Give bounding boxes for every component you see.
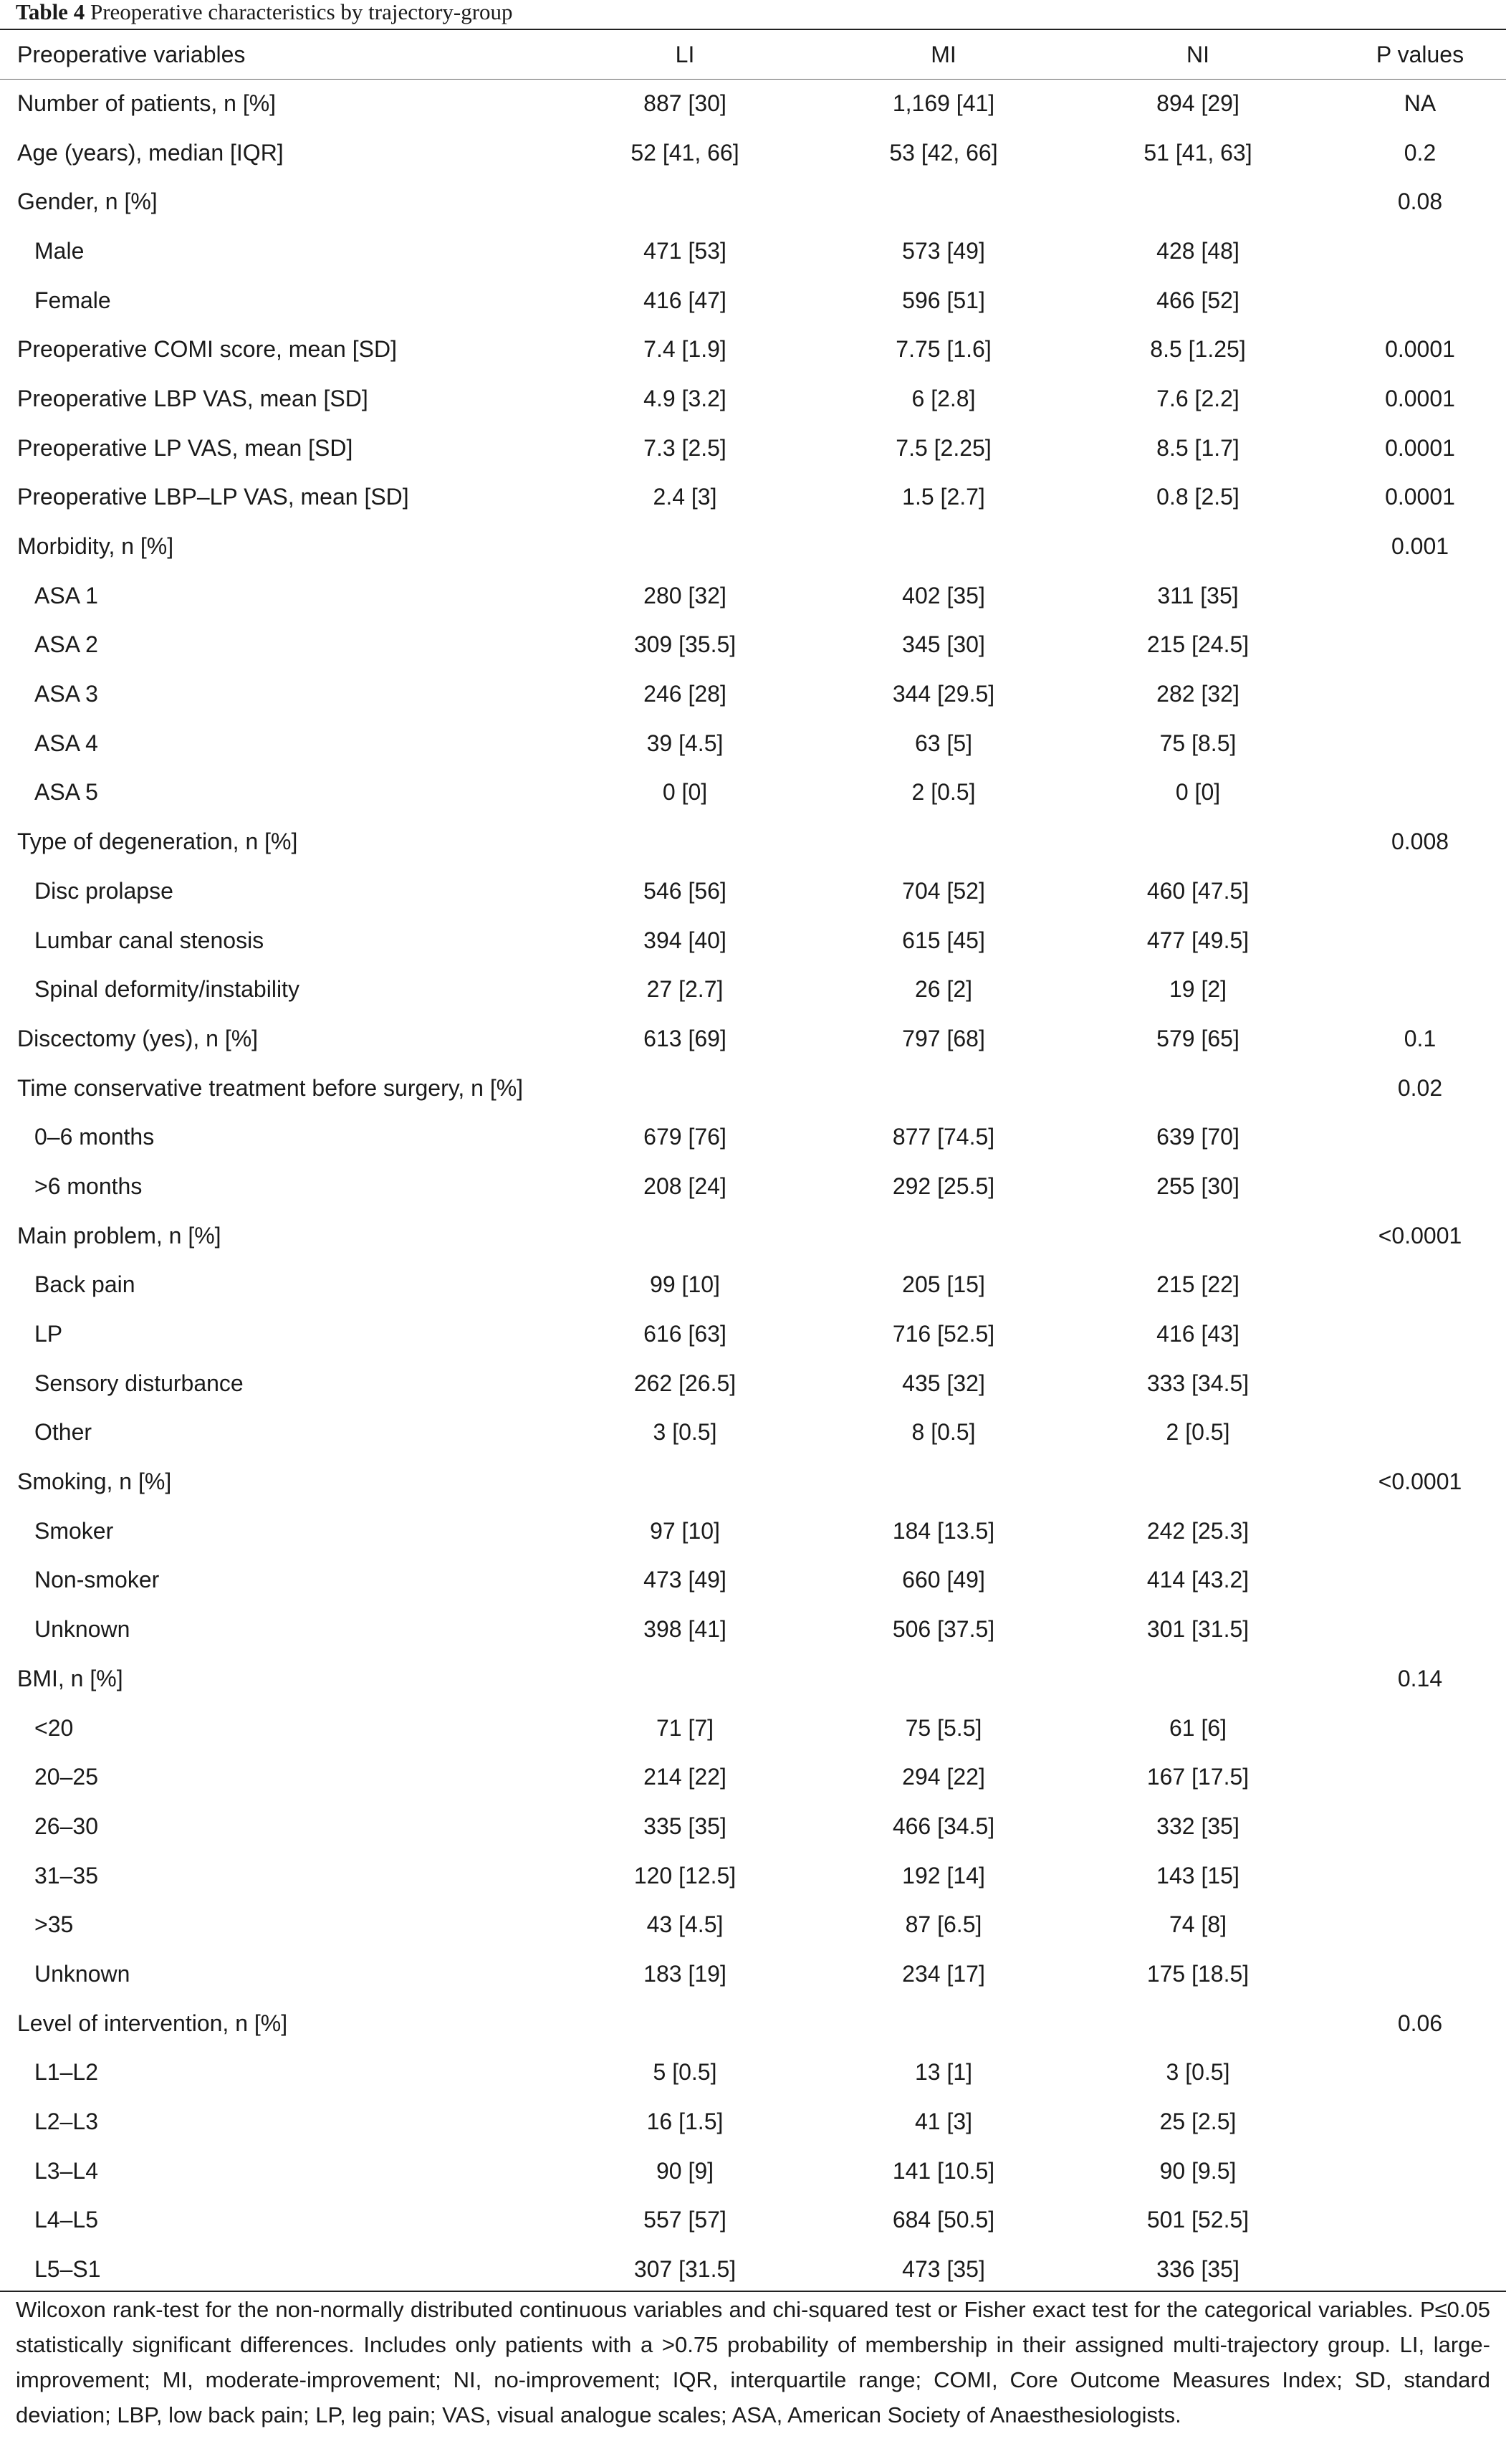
p-value-cell: [1334, 1408, 1506, 1458]
table-footnote: Wilcoxon rank-test for the non-normally distributed continuous variables and chi-squared test or Fisher exact test for the categorical variables. P≤0.05 statistically significant differences. Includes only patients with a >0.75 probability of membership in their assigned multi-trajectory group. LI, large-improvement; MI, moderate-improvement; NI, no-improvement; IQR, interquartile range; COMI, Core Outcome Measures Index; SD, standard deviation; LBP, low back pain; LP, leg pain; VAS, visual analogue scales; ASA, American Society of Anaesthesiologists.: [16, 2297, 1490, 2427]
ni-cell: 0.8 [2.5]: [1156, 484, 1239, 510]
ni-cell: 894 [29]: [1156, 90, 1239, 116]
li-cell: 4.9 [3.2]: [643, 385, 726, 411]
p-value-cell: 0.001: [1391, 533, 1449, 560]
p-value-cell: <0.0001: [1378, 1222, 1462, 1248]
mi-cell: 26 [2]: [914, 976, 973, 1003]
table-row: [0, 79, 1506, 128]
li-cell: 43 [4.5]: [646, 1911, 724, 1938]
variable-cell: Preoperative LBP–LP VAS, mean [SD]: [17, 484, 409, 510]
li-cell: 394 [40]: [643, 927, 726, 953]
variable-cell: LP: [34, 1321, 63, 1347]
table-subrow: [0, 276, 1506, 325]
ni-cell: 74 [8]: [1169, 1911, 1227, 1938]
mi-cell: 184 [13.5]: [892, 1517, 995, 1544]
mi-cell: 344 [29.5]: [892, 681, 995, 707]
variable-cell: Time conservative treatment before surgery, n [%]: [17, 1074, 524, 1101]
ni-cell: 460 [47.5]: [1146, 877, 1250, 904]
table-row: [0, 1654, 1506, 1704]
mi-cell: 2 [0.5]: [911, 779, 976, 806]
header-li: LI: [675, 41, 695, 67]
variable-cell: L1–L2: [34, 2059, 98, 2086]
variable-cell: Disc prolapse: [34, 877, 173, 904]
variable-cell: Male: [34, 237, 85, 264]
li-cell: [545, 1211, 825, 1261]
ni-cell: 255 [30]: [1156, 1173, 1239, 1199]
p-value-cell: [1334, 669, 1506, 719]
li-cell: [545, 1999, 825, 2048]
table-row: [0, 522, 1506, 571]
table-subrow: [0, 2048, 1506, 2098]
header-mi: MI: [931, 41, 956, 67]
li-cell: 398 [41]: [643, 1616, 726, 1643]
ni-cell: 428 [48]: [1156, 237, 1239, 264]
table-subrow: [0, 1851, 1506, 1901]
table-row: [0, 128, 1506, 178]
ni-cell: 2 [0.5]: [1166, 1419, 1230, 1446]
p-value-cell: [1334, 1851, 1506, 1901]
mi-cell: 877 [74.5]: [892, 1124, 995, 1150]
p-value-cell: 0.008: [1391, 829, 1449, 855]
li-cell: 335 [35]: [643, 1813, 726, 1839]
ni-cell: 7.6 [2.2]: [1156, 385, 1239, 411]
ni-cell: [1062, 1211, 1334, 1261]
li-cell: 471 [53]: [643, 237, 726, 264]
table-row: [0, 424, 1506, 473]
li-cell: 120 [12.5]: [633, 1862, 737, 1888]
p-value-cell: 0.0001: [1385, 484, 1455, 510]
p-value-cell: [1334, 2147, 1506, 2196]
p-value-cell: <0.0001: [1378, 1469, 1462, 1495]
p-value-cell: [1334, 1704, 1506, 1753]
variable-cell: Preoperative LBP VAS, mean [SD]: [17, 385, 368, 411]
table-header-row: [0, 30, 1506, 79]
ni-cell: 19 [2]: [1169, 976, 1227, 1003]
mi-cell: 506 [37.5]: [892, 1616, 995, 1643]
mi-cell: 345 [30]: [902, 631, 985, 658]
table-subrow: [0, 1802, 1506, 1851]
variable-cell: Main problem, n [%]: [17, 1222, 221, 1248]
table-subrow: [0, 2147, 1506, 2196]
p-value-cell: [1334, 1802, 1506, 1851]
table-row: [0, 817, 1506, 866]
mi-cell: 573 [49]: [902, 237, 985, 264]
table-row: [0, 325, 1506, 374]
variable-cell: Number of patients, n [%]: [17, 90, 277, 116]
table-subrow: [0, 1408, 1506, 1458]
ni-cell: [1062, 1064, 1334, 1113]
table-subrow: [0, 866, 1506, 916]
mi-cell: 294 [22]: [902, 1764, 985, 1790]
p-value-cell: NA: [1404, 90, 1437, 116]
table-row: [0, 1014, 1506, 1064]
li-cell: 208 [24]: [643, 1173, 726, 1199]
ni-cell: 25 [2.5]: [1159, 2109, 1237, 2135]
variable-cell: Age (years), median [IQR]: [17, 139, 284, 166]
mi-cell: [825, 1457, 1062, 1506]
table-row: [0, 1457, 1506, 1506]
header-variables: Preoperative variables: [17, 41, 246, 67]
ni-cell: 3 [0.5]: [1166, 2059, 1230, 2086]
p-value-cell: [1334, 1506, 1506, 1556]
p-value-cell: [1334, 1359, 1506, 1408]
variable-cell: Preoperative LP VAS, mean [SD]: [17, 434, 353, 461]
li-cell: 7.4 [1.9]: [643, 336, 726, 363]
ni-cell: [1062, 1654, 1334, 1704]
mi-cell: 1.5 [2.7]: [902, 484, 985, 510]
mi-cell: [825, 1211, 1062, 1261]
table-subrow: [0, 2245, 1506, 2294]
mi-cell: 192 [14]: [902, 1862, 985, 1888]
li-cell: 679 [76]: [643, 1124, 726, 1150]
table-subrow: [0, 1556, 1506, 1605]
mi-cell: [825, 1999, 1062, 2048]
variable-cell: 31–35: [34, 1862, 98, 1888]
mi-cell: 292 [25.5]: [892, 1173, 995, 1199]
mi-cell: 716 [52.5]: [892, 1321, 995, 1347]
ni-cell: 311 [35]: [1157, 582, 1239, 608]
li-cell: 71 [7]: [656, 1714, 714, 1741]
table-subrow: [0, 571, 1506, 621]
mi-cell: 141 [10.5]: [892, 2157, 995, 2184]
mi-cell: 684 [50.5]: [892, 2207, 995, 2233]
mi-cell: 63 [5]: [914, 730, 973, 756]
table-row: [0, 1064, 1506, 1113]
li-cell: 307 [31.5]: [633, 2256, 737, 2283]
ni-cell: 242 [25.3]: [1146, 1517, 1250, 1544]
ni-cell: [1062, 817, 1334, 866]
variable-cell: Unknown: [34, 1960, 130, 1987]
table-subrow: [0, 916, 1506, 965]
mi-cell: [825, 1064, 1062, 1113]
table-row: [0, 1999, 1506, 2048]
table-subrow: [0, 1359, 1506, 1408]
variable-cell: ASA 1: [34, 582, 98, 608]
li-cell: 887 [30]: [643, 90, 726, 116]
mi-cell: 615 [45]: [902, 927, 985, 953]
li-cell: 280 [32]: [643, 582, 726, 608]
li-cell: 27 [2.7]: [646, 976, 724, 1003]
ni-cell: 333 [34.5]: [1146, 1370, 1250, 1396]
ni-cell: [1062, 522, 1334, 571]
p-value-cell: [1334, 1752, 1506, 1802]
p-value-cell: 0.0001: [1385, 385, 1455, 411]
table-subrow: [0, 2097, 1506, 2147]
p-value-cell: [1334, 1112, 1506, 1162]
table-caption-text: Preoperative characteristics by trajectory-group: [90, 0, 513, 24]
table-subrow: [0, 768, 1506, 818]
variable-cell: 20–25: [34, 1764, 98, 1790]
li-cell: 39 [4.5]: [646, 730, 724, 756]
mi-cell: 87 [6.5]: [905, 1911, 982, 1938]
li-cell: 97 [10]: [650, 1517, 720, 1544]
mi-cell: 8 [0.5]: [911, 1419, 976, 1446]
p-value-cell: 0.02: [1397, 1074, 1443, 1101]
mi-cell: [825, 817, 1062, 866]
variable-cell: >6 months: [34, 1173, 143, 1199]
li-cell: 613 [69]: [643, 1025, 726, 1051]
header-p-values: P values: [1376, 41, 1464, 67]
table-subrow: [0, 965, 1506, 1014]
li-cell: 2.4 [3]: [653, 484, 717, 510]
table-subrow: [0, 2196, 1506, 2245]
li-cell: [545, 1064, 825, 1113]
li-cell: 309 [35.5]: [633, 631, 737, 658]
table-subrow: [0, 226, 1506, 276]
ni-cell: 143 [15]: [1156, 1862, 1239, 1888]
p-value-cell: [1334, 1900, 1506, 1949]
variable-cell: Smoking, n [%]: [17, 1469, 172, 1495]
table-subrow: [0, 1752, 1506, 1802]
table-row: [0, 177, 1506, 226]
ni-cell: 282 [32]: [1156, 681, 1239, 707]
li-cell: [545, 1457, 825, 1506]
variable-cell: ASA 4: [34, 730, 98, 756]
ni-cell: 414 [43.2]: [1146, 1567, 1250, 1593]
table-body: [0, 79, 1506, 2294]
table-subrow: [0, 1506, 1506, 1556]
li-cell: 262 [26.5]: [633, 1370, 737, 1396]
li-cell: 546 [56]: [643, 877, 726, 904]
p-value-cell: [1334, 1949, 1506, 1999]
mi-cell: 797 [68]: [902, 1025, 985, 1051]
variable-cell: Back pain: [34, 1271, 135, 1298]
table-subrow: [0, 1949, 1506, 1999]
li-cell: 52 [41, 66]: [630, 139, 739, 166]
ni-cell: [1062, 1999, 1334, 2048]
p-value-cell: [1334, 226, 1506, 276]
ni-cell: 332 [35]: [1156, 1813, 1239, 1839]
table-row: [0, 473, 1506, 522]
li-cell: 90 [9]: [656, 2157, 714, 2184]
variable-cell: Type of degeneration, n [%]: [17, 829, 298, 855]
p-value-cell: [1334, 1605, 1506, 1654]
mi-cell: 596 [51]: [902, 287, 985, 313]
variable-cell: <20: [34, 1714, 74, 1741]
ni-cell: [1062, 177, 1334, 226]
ni-cell: 639 [70]: [1156, 1124, 1239, 1150]
variable-cell: Female: [34, 287, 111, 313]
ni-cell: 466 [52]: [1156, 287, 1239, 313]
variable-cell: L2–L3: [34, 2109, 98, 2135]
mi-cell: 13 [1]: [914, 2059, 973, 2086]
li-cell: 5 [0.5]: [653, 2059, 717, 2086]
li-cell: [545, 1654, 825, 1704]
mi-cell: 704 [52]: [902, 877, 985, 904]
mi-cell: 234 [17]: [902, 1960, 985, 1987]
li-cell: 7.3 [2.5]: [643, 434, 726, 461]
ni-cell: 175 [18.5]: [1146, 1960, 1250, 1987]
ni-cell: 301 [31.5]: [1146, 1616, 1250, 1643]
characteristics-table: [0, 30, 1506, 2294]
table-caption: [16, 0, 513, 27]
mi-cell: [825, 1654, 1062, 1704]
variable-cell: ASA 3: [34, 681, 98, 707]
li-cell: 214 [22]: [643, 1764, 726, 1790]
li-cell: 473 [49]: [643, 1567, 726, 1593]
ni-cell: 167 [17.5]: [1146, 1764, 1250, 1790]
p-value-cell: [1334, 276, 1506, 325]
p-value-cell: [1334, 571, 1506, 621]
p-value-cell: [1334, 2245, 1506, 2294]
variable-cell: Unknown: [34, 1616, 130, 1643]
variable-cell: Discectomy (yes), n [%]: [17, 1025, 259, 1051]
p-value-cell: 0.14: [1397, 1665, 1443, 1691]
mi-cell: 402 [35]: [902, 582, 985, 608]
table-subrow: [0, 1900, 1506, 1949]
variable-cell: Morbidity, n [%]: [17, 533, 174, 560]
li-cell: [545, 177, 825, 226]
mi-cell: 41 [3]: [914, 2109, 973, 2135]
li-cell: [545, 817, 825, 866]
p-value-cell: 0.0001: [1385, 336, 1455, 363]
mi-cell: [825, 177, 1062, 226]
table-subrow: [0, 621, 1506, 670]
p-value-cell: [1334, 1261, 1506, 1310]
header-ni: NI: [1186, 41, 1209, 67]
variable-cell: Other: [34, 1419, 92, 1446]
variable-cell: 0–6 months: [34, 1124, 155, 1150]
ni-cell: 416 [43]: [1156, 1321, 1239, 1347]
variable-cell: Spinal deformity/instability: [34, 976, 299, 1003]
table-subrow: [0, 719, 1506, 768]
variable-cell: 26–30: [34, 1813, 98, 1839]
li-cell: [545, 522, 825, 571]
table-subrow: [0, 1704, 1506, 1753]
table-subrow: [0, 1162, 1506, 1211]
li-cell: 16 [1.5]: [646, 2109, 724, 2135]
mi-cell: 1,169 [41]: [892, 90, 995, 116]
mi-cell: 7.75 [1.6]: [896, 336, 992, 363]
ni-cell: 8.5 [1.7]: [1156, 434, 1239, 461]
table-subrow: [0, 1261, 1506, 1310]
ni-cell: 579 [65]: [1156, 1025, 1239, 1051]
p-value-cell: 0.06: [1397, 2010, 1443, 2036]
p-value-cell: 0.08: [1397, 188, 1443, 215]
mi-cell: 660 [49]: [902, 1567, 985, 1593]
p-value-cell: [1334, 621, 1506, 670]
li-cell: 183 [19]: [643, 1960, 726, 1987]
p-value-cell: [1334, 916, 1506, 965]
p-value-cell: 0.0001: [1385, 434, 1455, 461]
p-value-cell: [1334, 1309, 1506, 1359]
table-subrow: [0, 1112, 1506, 1162]
mi-cell: 205 [15]: [902, 1271, 985, 1298]
variable-cell: Smoker: [34, 1517, 114, 1544]
li-cell: 99 [10]: [650, 1271, 720, 1298]
li-cell: 3 [0.5]: [653, 1419, 717, 1446]
p-value-cell: 0.2: [1404, 139, 1437, 166]
ni-cell: 0 [0]: [1175, 779, 1221, 806]
table-subrow: [0, 1309, 1506, 1359]
mi-cell: 75 [5.5]: [905, 1714, 982, 1741]
li-cell: 616 [63]: [643, 1321, 726, 1347]
ni-cell: 75 [8.5]: [1159, 730, 1237, 756]
li-cell: 416 [47]: [643, 287, 726, 313]
p-value-cell: [1334, 2196, 1506, 2245]
mi-cell: 6 [2.8]: [911, 385, 976, 411]
variable-cell: Non-smoker: [34, 1567, 160, 1593]
ni-cell: [1062, 1457, 1334, 1506]
variable-cell: L4–L5: [34, 2207, 98, 2233]
p-value-cell: [1334, 719, 1506, 768]
table-row: [0, 1211, 1506, 1261]
variable-cell: Lumbar canal stenosis: [34, 927, 264, 953]
ni-cell: 215 [22]: [1156, 1271, 1239, 1298]
ni-cell: 8.5 [1.25]: [1150, 336, 1246, 363]
table-subrow: [0, 669, 1506, 719]
ni-cell: 51 [41, 63]: [1143, 139, 1252, 166]
mi-cell: [825, 522, 1062, 571]
variable-cell: Gender, n [%]: [17, 188, 158, 215]
variable-cell: ASA 2: [34, 631, 98, 658]
p-value-cell: [1334, 1162, 1506, 1211]
table-subrow: [0, 1605, 1506, 1654]
mi-cell: 466 [34.5]: [892, 1813, 995, 1839]
mi-cell: 7.5 [2.25]: [896, 434, 992, 461]
p-value-cell: [1334, 965, 1506, 1014]
ni-cell: 501 [52.5]: [1146, 2207, 1250, 2233]
p-value-cell: [1334, 768, 1506, 818]
variable-cell: L3–L4: [34, 2157, 98, 2184]
mi-cell: 53 [42, 66]: [889, 139, 998, 166]
variable-cell: Sensory disturbance: [34, 1370, 244, 1396]
table-caption-label: Table 4: [16, 0, 85, 24]
p-value-cell: 0.1: [1404, 1025, 1437, 1051]
li-cell: 557 [57]: [643, 2207, 726, 2233]
mi-cell: 473 [35]: [902, 2256, 985, 2283]
header-rule: [0, 79, 1506, 80]
p-value-cell: [1334, 2097, 1506, 2147]
variable-cell: L5–S1: [34, 2256, 101, 2283]
ni-cell: 477 [49.5]: [1146, 927, 1250, 953]
variable-cell: BMI, n [%]: [17, 1665, 123, 1691]
ni-cell: 61 [6]: [1169, 1714, 1227, 1741]
ni-cell: 336 [35]: [1156, 2256, 1239, 2283]
p-value-cell: [1334, 1556, 1506, 1605]
table-row: [0, 374, 1506, 424]
p-value-cell: [1334, 866, 1506, 916]
variable-cell: Level of intervention, n [%]: [17, 2010, 288, 2036]
p-value-cell: [1334, 2048, 1506, 2098]
li-cell: 0 [0]: [662, 779, 708, 806]
li-cell: 246 [28]: [643, 681, 726, 707]
ni-cell: 215 [24.5]: [1146, 631, 1250, 658]
variable-cell: Preoperative COMI score, mean [SD]: [17, 336, 397, 363]
variable-cell: ASA 5: [34, 779, 98, 806]
ni-cell: 90 [9.5]: [1159, 2157, 1237, 2184]
mi-cell: 435 [32]: [902, 1370, 985, 1396]
variable-cell: >35: [34, 1911, 74, 1938]
